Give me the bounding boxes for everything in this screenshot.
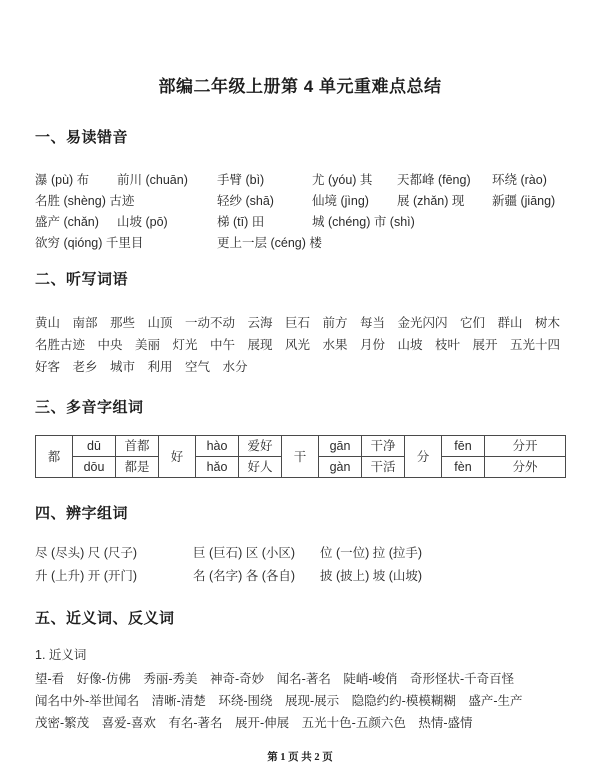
pinyin-item: 前川 (chuān) [117,173,188,187]
char-pair-item: 位 (一位) 拉 (拉手) [320,546,423,560]
table-cell-pinyin: gān [319,436,362,457]
pinyin-item: 手臂 (bì) [217,173,265,187]
section-4-content [35,542,565,588]
table-cell-pinyin: hào [196,436,239,457]
pinyin-item: 瀑 (pù) 布 [35,173,90,187]
pinyin-item: 欲穷 (qióng) 千里目 [35,236,144,250]
page-number: 第 1 页 共 2 页 [267,752,333,763]
table-row [36,436,566,457]
char-pair-row [35,565,565,588]
section-4-heading: 四、辨字组词 [35,505,129,522]
word-line: 黄山 南部 那些 山顶 一动不动 云海 巨石 前方 每当 金光闪闪 它们 群山 树木 [35,316,561,330]
table-cell-word: 好人 [239,457,282,478]
page-title: 部编二年级上册第 4 单元重难点总结 [158,77,442,96]
char-pair-item: 名 (名字) 各 (各自) [193,569,296,583]
table-cell-char: 好 [159,436,196,478]
table-cell-char: 都 [36,436,73,478]
pinyin-item: 展 (zhǎn) 现 [397,194,465,208]
pinyin-item: 梯 (tī) 田 [217,215,265,229]
pinyin-item: 城 (chéng) 市 (shì) [312,215,415,229]
table-cell-pinyin: fèn [442,457,485,478]
pinyin-row [35,212,565,233]
section-1-heading: 一、易读错音 [35,129,129,146]
section-5-heading: 五、近义词、反义词 [35,610,175,627]
section-2-heading: 二、听写词语 [35,271,129,288]
pinyin-row [35,233,565,254]
char-pair-item: 巨 (巨石) 区 (小区) [193,546,296,560]
polyphone-table [35,435,566,478]
table-cell-pinyin: dū [73,436,116,457]
word-line: 名胜古迹 中央 美丽 灯光 中午 展现 风光 水果 月份 山坡 枝叶 展开 五光十四 [35,338,561,352]
pinyin-item: 轻纱 (shā) [217,194,274,208]
pinyin-item: 天都峰 (fēng) [397,173,471,187]
table-cell-word: 分开 [485,436,566,457]
table-cell-word: 首都 [116,436,159,457]
char-pair-item: 升 (上升) 开 (开门) [35,569,138,583]
table-cell-word: 爱好 [239,436,282,457]
pinyin-item: 环绕 (rào) [492,173,547,187]
section-3-heading: 三、多音字组词 [35,399,144,416]
pinyin-item: 仙境 (jìng) [312,194,369,208]
pinyin-item: 尤 (yóu) 其 [312,173,373,187]
table-cell-word: 干净 [362,436,405,457]
pinyin-item: 更上一层 (céng) 楼 [217,236,322,250]
table-cell-pinyin: dōu [73,457,116,478]
pinyin-item: 新疆 (jiāng) [492,194,556,208]
char-pair-row [35,542,565,565]
pinyin-row [35,170,565,191]
pinyin-item: 盛产 (chǎn) [35,215,99,229]
table-cell-pinyin: gàn [319,457,362,478]
section-2-content [35,312,565,378]
table-cell-word: 分外 [485,457,566,478]
table-cell-word: 都是 [116,457,159,478]
char-pair-item: 尽 (尽头) 尺 (尺子) [35,546,138,560]
synonym-line: 望-看 好像-仿佛 秀丽-秀美 神奇-奇妙 闻名-著名 陡峭-峻俏 奇形怪状-千奇百怪 [35,672,515,686]
table-cell-pinyin: fēn [442,436,485,457]
synonyms-subheading: 1. 近义词 [35,648,87,662]
char-pair-item: 披 (披上) 坡 (山坡) [320,569,423,583]
table-cell-word: 干活 [362,457,405,478]
synonym-line: 茂密-繁茂 喜爱-喜欢 有名-著名 展开-伸展 五光十色-五颜六色 热情-盛情 [35,716,473,730]
synonym-line: 闻名中外-举世闻名 清晰-清楚 环绕-围绕 展现-展示 隐隐约约-模模糊糊 盛产-生产 [35,694,523,708]
section-1-content [35,170,565,254]
pinyin-row [35,191,565,212]
word-line: 好客 老乡 城市 利用 空气 水分 [35,360,248,374]
pinyin-item: 山坡 (pō) [117,215,168,229]
table-cell-char: 分 [405,436,442,478]
table-cell-char: 干 [282,436,319,478]
section-5-content [35,668,565,734]
table-cell-pinyin: hǎo [196,457,239,478]
pinyin-item: 名胜 (shèng) 古迹 [35,194,135,208]
